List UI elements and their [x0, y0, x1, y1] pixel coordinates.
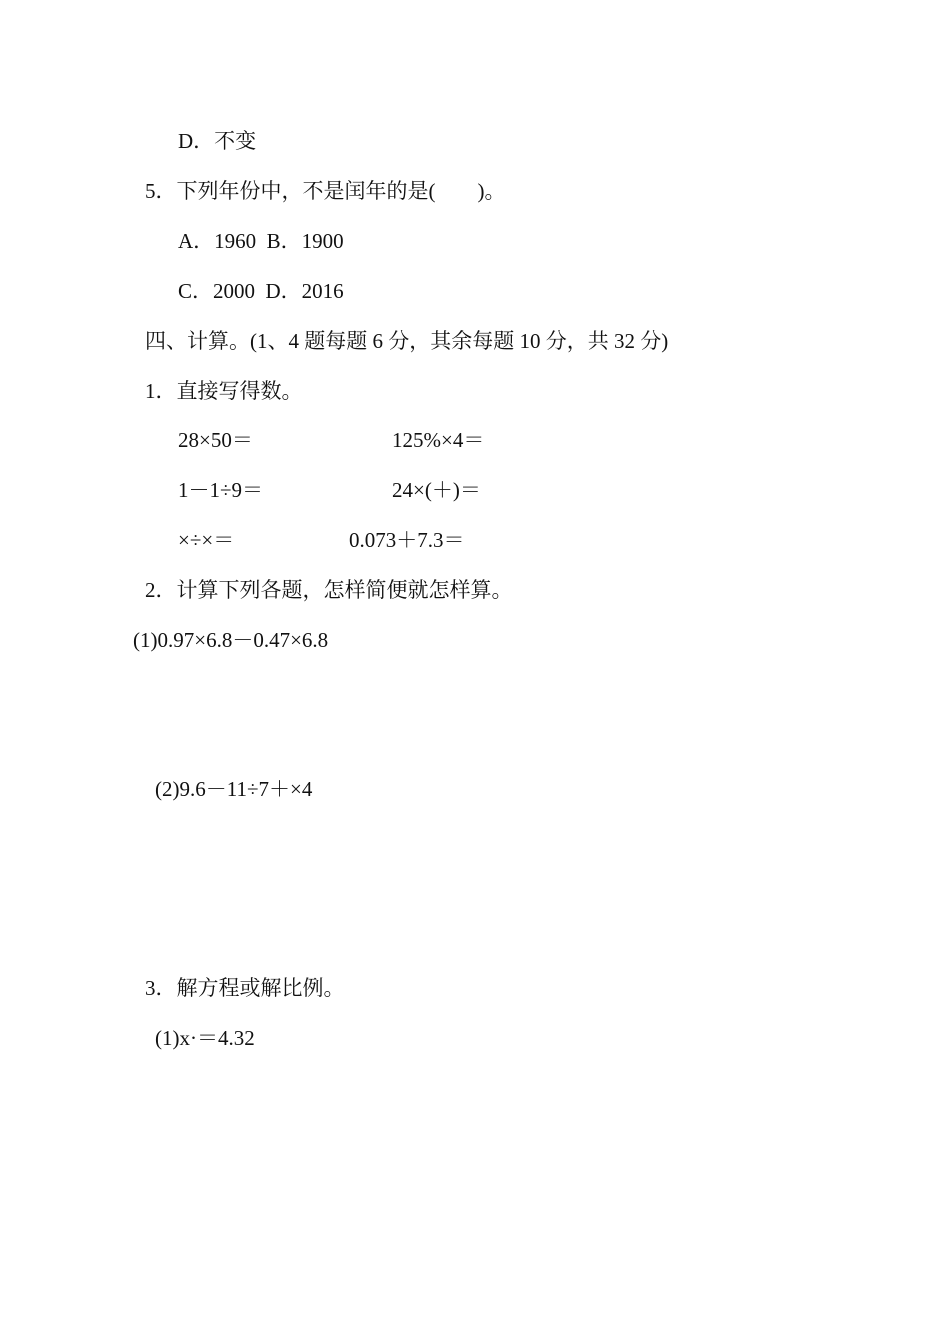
question-1-title: 1．直接写得数。: [145, 379, 303, 403]
oral-calc-item: 28×50＝: [178, 428, 253, 452]
question-5-stem: 5．下列年份中，不是闰年的是( )。: [145, 179, 506, 203]
oral-calc-item: 125%×4＝: [392, 428, 485, 452]
question-3-title: 3．解方程或解比例。: [145, 976, 345, 1000]
option-d-no-change: D．不变: [178, 129, 257, 153]
calc-item-1: (1)0.97×6.8－0.47×6.8: [133, 628, 329, 652]
oral-calc-item: ×÷×＝: [178, 528, 235, 552]
oral-calc-item: 0.073＋7.3＝: [349, 528, 465, 552]
question-2-title: 2．计算下列各题，怎样简便就怎样算。: [145, 578, 513, 602]
oral-calc-item: 24×(＋)＝: [392, 478, 481, 502]
question-5-options-ab: A．1960 B．1900: [178, 229, 344, 253]
equation-item-1: (1)x·＝4.32: [155, 1026, 255, 1050]
section-4-heading: 四、计算。(1、4 题每题 6 分，其余每题 10 分，共 32 分): [145, 329, 669, 353]
question-5-options-cd: C．2000 D．2016: [178, 279, 344, 303]
calc-item-2: (2)9.6－11÷7＋×4: [155, 777, 313, 801]
oral-calc-item: 1－1÷9＝: [178, 478, 264, 502]
